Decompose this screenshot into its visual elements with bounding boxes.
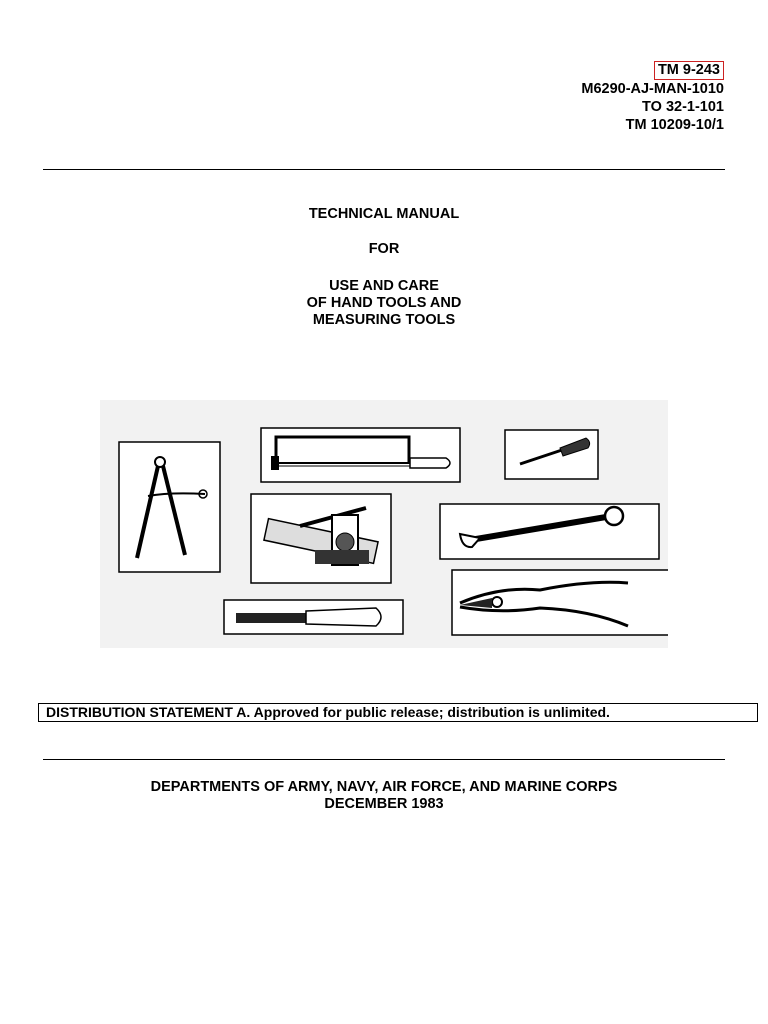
distribution-statement: DISTRIBUTION STATEMENT A. Approved for public release; distribution is unlimited. bbox=[38, 703, 758, 722]
document-numbers bbox=[581, 61, 724, 134]
title-for: FOR bbox=[368, 241, 400, 257]
departments: DEPARTMENTS OF ARMY, NAVY, AIR FORCE, AND MARINE CORPS bbox=[150, 779, 618, 795]
doc-id-highlight: TM 9-243 bbox=[654, 61, 724, 80]
bottom-divider bbox=[43, 759, 725, 760]
publication-date: DECEMBER 1983 bbox=[324, 796, 444, 812]
doc-id-marines: TM 10209-10/1 bbox=[625, 117, 724, 133]
tools-illustration bbox=[100, 400, 668, 648]
doc-id-primary bbox=[581, 61, 724, 80]
top-divider bbox=[43, 169, 725, 170]
title-technical-manual: TECHNICAL MANUAL bbox=[308, 206, 460, 222]
chisel-icon bbox=[224, 600, 403, 634]
hacksaw-icon bbox=[261, 428, 460, 482]
flaring-tool-icon bbox=[251, 494, 391, 583]
title-measuring-tools: MEASURING TOOLS bbox=[312, 312, 456, 328]
screwdriver-icon bbox=[505, 430, 598, 479]
doc-id-navy: M6290-AJ-MAN-1010 bbox=[581, 81, 724, 97]
doc-id-airforce: TO 32-1-101 bbox=[642, 99, 724, 115]
pliers-icon bbox=[452, 570, 668, 635]
dividers-icon bbox=[119, 442, 220, 572]
title-hand-tools: OF HAND TOOLS AND bbox=[306, 295, 462, 311]
title-use-and-care: USE AND CARE bbox=[329, 278, 439, 294]
combination-wrench-icon bbox=[440, 504, 659, 559]
